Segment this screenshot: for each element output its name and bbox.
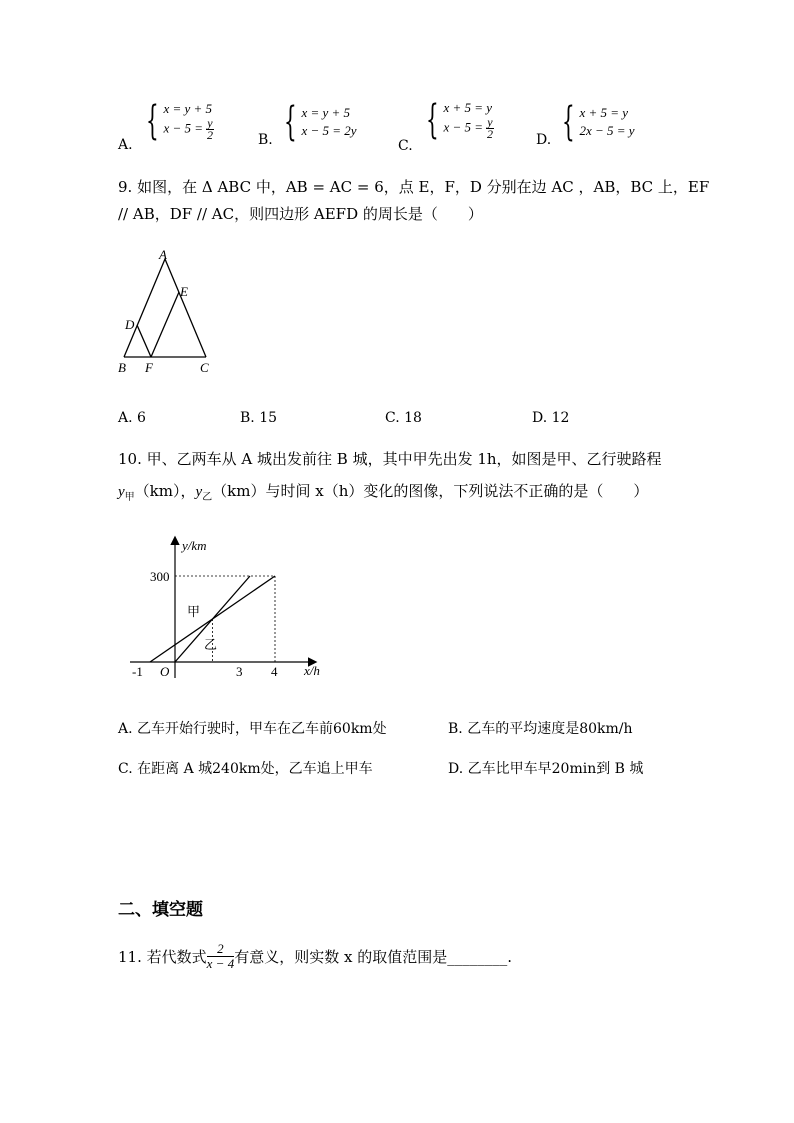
q8-c-line2: x − 5 = $\frac{y}{2}$	[443, 115, 493, 141]
q10-option-b: B. 乙车的平均速度是80km/h	[448, 721, 633, 737]
q11-post: 有意义，则实数 x 的取值范围是	[234, 948, 448, 966]
label-e: E	[180, 284, 188, 299]
q10-y-yi: y	[195, 484, 203, 500]
tick-300: 300	[150, 569, 170, 584]
tick-4: 4	[271, 664, 278, 679]
q9-option-a: A. 6	[118, 410, 146, 426]
q11-blank[interactable]: ________.	[447, 947, 512, 966]
q8-a-line2: x − 5 = $\frac{y}{2}$	[163, 116, 213, 142]
q8-option-d-label: D.	[536, 132, 552, 148]
origin-label: O	[160, 664, 170, 679]
q10-stem-1: 甲、乙两车从 A 城出发前往 B 城，其中甲先出发 1h，如图是甲、乙行驶路程	[146, 450, 662, 468]
q9-text-line2: // AB，DF // AC，则四边形 AEFD 的周长是（ ）	[118, 205, 483, 223]
q10-text-line1	[118, 448, 662, 469]
series-jia-label: 甲	[187, 604, 201, 619]
q10-number: 10.	[118, 450, 142, 468]
segment-fd	[137, 325, 151, 357]
y-axis-label: y/km	[182, 538, 207, 553]
label-c: C	[200, 360, 209, 375]
q10-text-line2	[118, 480, 648, 503]
q11-text	[118, 942, 512, 971]
label-f: F	[145, 360, 153, 375]
section-title: 二、填空题	[118, 900, 203, 920]
q8-option-a-system: { x = y + 5 x − 5 = $\frac{y}{2}$	[146, 97, 213, 144]
side-ac	[165, 259, 206, 357]
q9-option-c: C. 18	[385, 410, 422, 426]
q9-text-line1	[118, 176, 709, 197]
q8-c-line1: x + 5 = y	[443, 100, 493, 115]
q8-option-d-system: { x + 5 = y 2x − 5 = y	[562, 99, 635, 145]
x-axis-label: x/h	[304, 663, 320, 678]
q8-b-line1: x = y + 5	[301, 105, 351, 120]
q9-stem-1: 如图，在 Δ ABC 中，AB = AC = 6，点 E，F，D 分别在边 AC ，AB，BC 上，EF	[137, 178, 710, 196]
label-b: B	[118, 360, 126, 375]
q10-sub-jia: 甲	[124, 492, 135, 503]
q8-option-b-label: B.	[258, 132, 273, 148]
q8-option-a-label: A.	[118, 137, 133, 153]
q8-option-b-system: { x = y + 5 x − 5 = 2y	[284, 99, 357, 145]
q10-stem-2: （km）与时间 x（h）变化的图像，下列说法不正确的是（ ）	[212, 482, 649, 500]
tick-neg1: -1	[132, 664, 143, 679]
q11-pre: 若代数式	[146, 948, 207, 966]
q10-y-jia: y	[118, 484, 125, 500]
segment-fe	[151, 292, 179, 357]
q9-option-b: B. 15	[240, 410, 278, 426]
q8-b-line2: x − 5 = 2y	[301, 123, 357, 138]
q8-d-line2: 2x − 5 = y	[579, 123, 635, 138]
label-d: D	[125, 317, 135, 332]
q10-option-a: A. 乙车开始行驶时，甲车在乙车前60km处	[118, 721, 387, 737]
q10-graph	[120, 528, 340, 688]
q9-number: 9.	[118, 178, 133, 196]
q10-option-d: D. 乙车比甲车早20min到 B 城	[448, 761, 644, 777]
q9-option-d: D. 12	[532, 410, 570, 426]
tick-3: 3	[236, 664, 243, 679]
q10-option-c: C. 在距离 A 城240km处，乙车追上甲车	[118, 761, 373, 777]
q10-unit-1: （km），	[134, 482, 196, 500]
q11-fraction: $\frac{2}{x - 4}$	[206, 941, 235, 971]
q8-d-line1: x + 5 = y	[579, 105, 629, 120]
q8-a-line1: x = y + 5	[163, 101, 213, 116]
q9-triangle-figure	[110, 245, 220, 375]
q8-option-c-label: C.	[398, 138, 413, 154]
q8-option-c-system: { x + 5 = y x − 5 = $\frac{y}{2}$	[426, 96, 493, 143]
label-a: A	[159, 247, 167, 262]
q11-number: 11.	[118, 947, 142, 966]
q10-sub-yi: 乙	[202, 492, 213, 503]
series-yi-label: 乙	[204, 637, 218, 652]
